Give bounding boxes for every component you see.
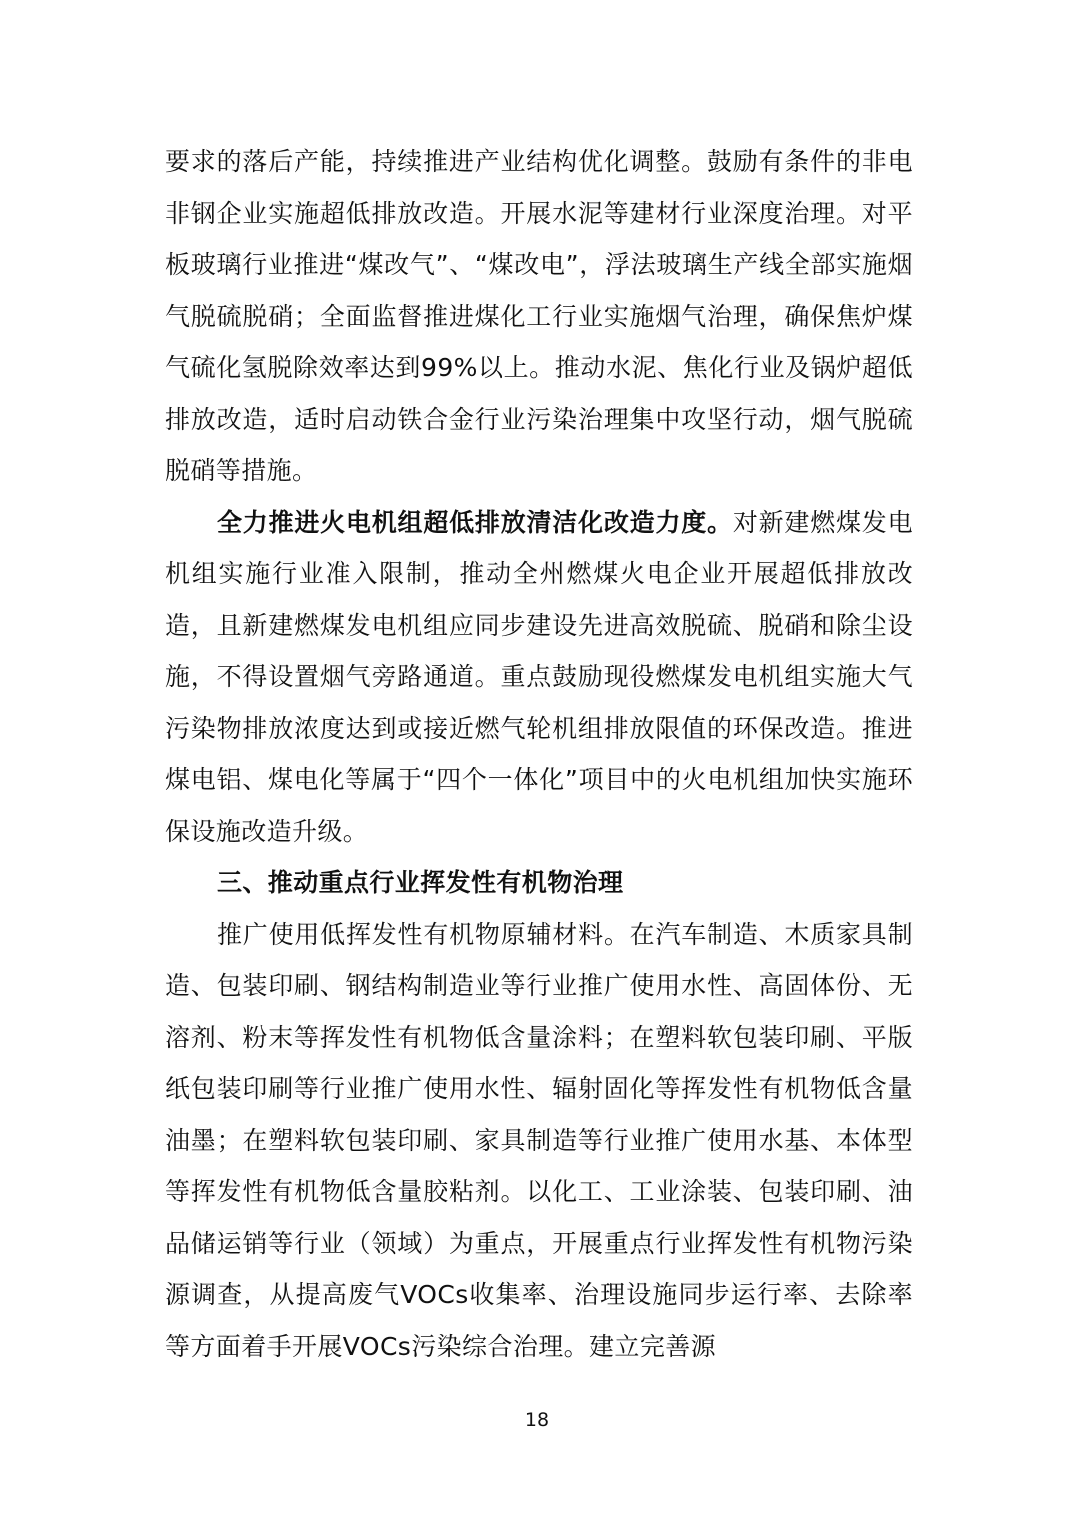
paragraph-text: 要求的落后产能，持续推进产业结构优化调整。鼓励有条件的非电非钢企业实施超低排放改造。开展水泥等建材行业深度治理。对平板玻璃行业推进“煤改气”、“煤改电”，浮法玻璃生产线全部实施烟气脱硫脱硝；全面监督推进煤化工行业实施烟气治理，确保焦炉煤气硫化氢脱除效率达到99%以上。推动水泥、焦化行业及锅炉超低排放改造，适时启动铁合金行业污染治理集中攻坚行动，烟气脱硫脱硝等措施。: [165, 147, 913, 485]
paragraph-lead-sentence: 全力推进火电机组超低排放清洁化改造力度。: [217, 507, 733, 537]
paragraph-text: 推广使用低挥发性有机物原辅材料。在汽车制造、木质家具制造、包装印刷、钢结构制造业等行业推广使用水性、高固体份、无溶剂、粉末等挥发性有机物低含量涂料；在塑料软包装印刷、平版纸包装印刷等行业推广使用水性、辐射固化等挥发性有机物低含量油墨；在塑料软包装印刷、家具制造等行业推广使用水基、本体型等挥发性有机物低含量胶粘剂。以化工、工业涂装、包装印刷、油品储运销等行业（领域）为重点，开展重点行业挥发性有机物污染源调查，从提高废气VOCs收集率、治理设施同步运行率、去除率等方面着手开展VOCs污染综合治理。建立完善源: [165, 919, 913, 1361]
body-text: [165, 136, 913, 1372]
paragraph-voc-governance: [165, 909, 913, 1373]
paragraph-thermal-power: [165, 497, 913, 858]
page-number: 18: [524, 1409, 550, 1431]
paragraph-industrial-restructuring: [165, 136, 913, 497]
section-heading: 三、推动重点行业挥发性有机物治理: [217, 868, 624, 897]
paragraph-text: 对新建燃煤发电机组实施行业准入限制，推动全州燃煤火电企业开展超低排放改造，且新建燃煤发电机组应同步建设先进高效脱硫、脱硝和除尘设施，不得设置烟气旁路通道。重点鼓励现役燃煤发电机组实施大气污染物排放浓度达到或接近燃气轮机组排放限值的环保改造。推进煤电铝、煤电化等属于“四个一体化”项目中的火电机组加快实施环保设施改造升级。: [165, 507, 913, 846]
